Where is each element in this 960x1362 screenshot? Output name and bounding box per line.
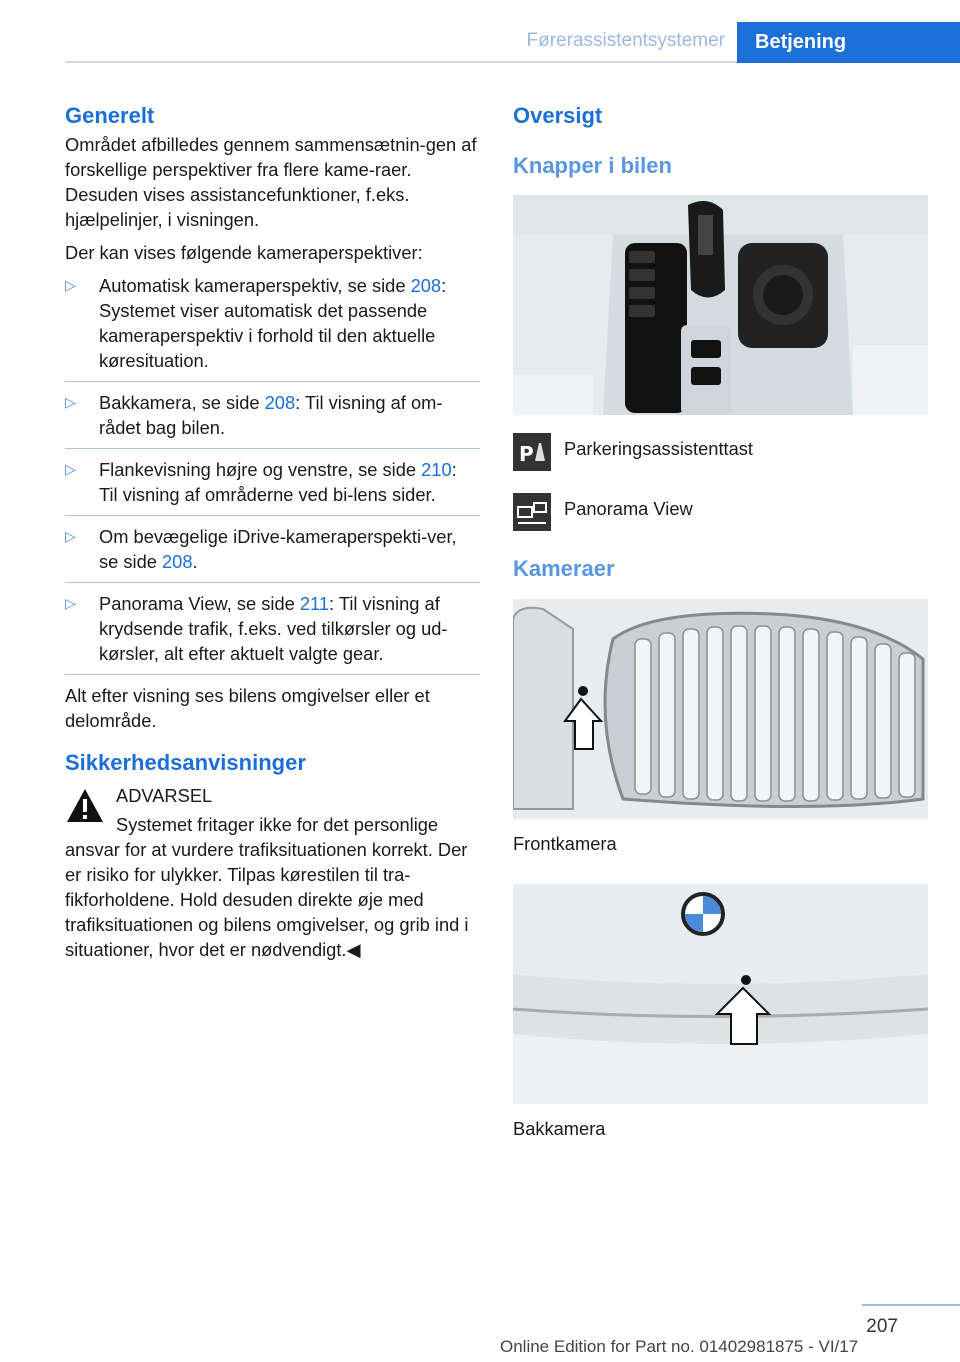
page-link[interactable]: 208 bbox=[162, 551, 193, 572]
generelt-paragraph: Området afbilledes gennem sammensætnin-gen af forskellige perspektiver fra flere kame-raer. Desuden vises assistancefunktioner, f.eks. hjælpelinjer, i visningen. bbox=[65, 134, 477, 230]
triangle-bullet-icon: ▷ bbox=[65, 528, 76, 544]
page-link[interactable]: 208 bbox=[264, 392, 296, 413]
intro-paragraph: Der kan vises følgende kameraperspektiver: bbox=[65, 242, 423, 263]
list-item: ▷ Panorama View, se side 211: Til visning af krydsende trafik, f.eks. ved tilkørsler og ud-kørsler, alt efter aktuelt valgte gear. bbox=[65, 582, 480, 666]
park-key-label: Parkeringsassistenttast bbox=[564, 438, 753, 459]
list-item: ▷ Bakkamera, se side 208: Til visning af om-rådet bag bilen. bbox=[65, 381, 480, 440]
triangle-bullet-icon: ▷ bbox=[65, 394, 76, 410]
right-column bbox=[513, 100, 928, 1141]
page-number: 207 bbox=[866, 1316, 898, 1337]
safety-heading: Sikkerhedsanvisninger bbox=[65, 750, 306, 775]
page-link[interactable]: 208 bbox=[410, 275, 442, 296]
warning-block bbox=[65, 783, 480, 962]
header-chapter-tab: Betjening bbox=[737, 22, 960, 63]
page-link[interactable]: 211 bbox=[299, 593, 330, 614]
list-item: ▷ Automatisk kameraperspektiv, se side 208: Systemet viser automatisk det passende kameraperspektiv i forhold til den aktuelle køresituation. bbox=[65, 275, 447, 371]
panorama-view-key-icon bbox=[513, 493, 551, 531]
page-link[interactable]: 210 bbox=[421, 459, 452, 480]
camera-list bbox=[65, 273, 480, 666]
generelt-heading: Generelt bbox=[65, 103, 155, 128]
center-console-photo bbox=[513, 195, 928, 415]
rear-camera-caption: Bakkamera bbox=[513, 1118, 606, 1139]
front-camera-caption: Frontkamera bbox=[513, 833, 617, 854]
parking-assistant-key-icon bbox=[513, 433, 551, 471]
list-item: ▷ Om bevægelige iDrive-kameraperspekti-ver, se side 208. bbox=[65, 515, 480, 574]
oversigt-heading: Oversigt bbox=[513, 103, 603, 128]
triangle-bullet-icon: ▷ bbox=[65, 595, 76, 611]
rear-camera-photo bbox=[513, 884, 928, 1104]
warning-text: Systemet fritager ikke for det personlige ansvar for at vurdere trafiksituationen korrekt. Der er risiko for ulykker. Tilpas kørestilen til tra-fikforholdene. Hold desuden direkte øje med trafiksituationen og bilens omgivelser, og grib ind i situationer, hvor det er nødvendigt.◀ bbox=[65, 814, 469, 960]
after-paragraph: Alt efter visning ses bilens omgivelser eller et delområde. bbox=[65, 685, 430, 731]
triangle-bullet-icon: ▷ bbox=[65, 461, 76, 477]
header-section-title: Førerassistentsystemer bbox=[526, 30, 725, 51]
footer-rule bbox=[862, 1304, 960, 1306]
edition-line: Online Edition for Part no. 01402981875 - VI/17 bbox=[500, 1337, 859, 1356]
panorama-key-row bbox=[513, 493, 928, 553]
triangle-bullet-icon: ▷ bbox=[65, 277, 76, 293]
warning-label: ADVARSEL bbox=[116, 785, 213, 806]
front-camera-photo bbox=[513, 599, 928, 819]
warning-triangle-icon bbox=[65, 787, 105, 825]
cameras-heading: Kameraer bbox=[513, 556, 615, 581]
list-item: ▷ Flankevisning højre og venstre, se side 210: Til visning af områderne ved bi-lens sider. bbox=[65, 448, 480, 507]
buttons-heading: Knapper i bilen bbox=[513, 153, 672, 178]
panorama-key-label: Panorama View bbox=[564, 498, 693, 519]
left-column bbox=[65, 100, 480, 962]
park-key-row bbox=[513, 433, 928, 493]
svg-text:P: P bbox=[519, 442, 534, 466]
